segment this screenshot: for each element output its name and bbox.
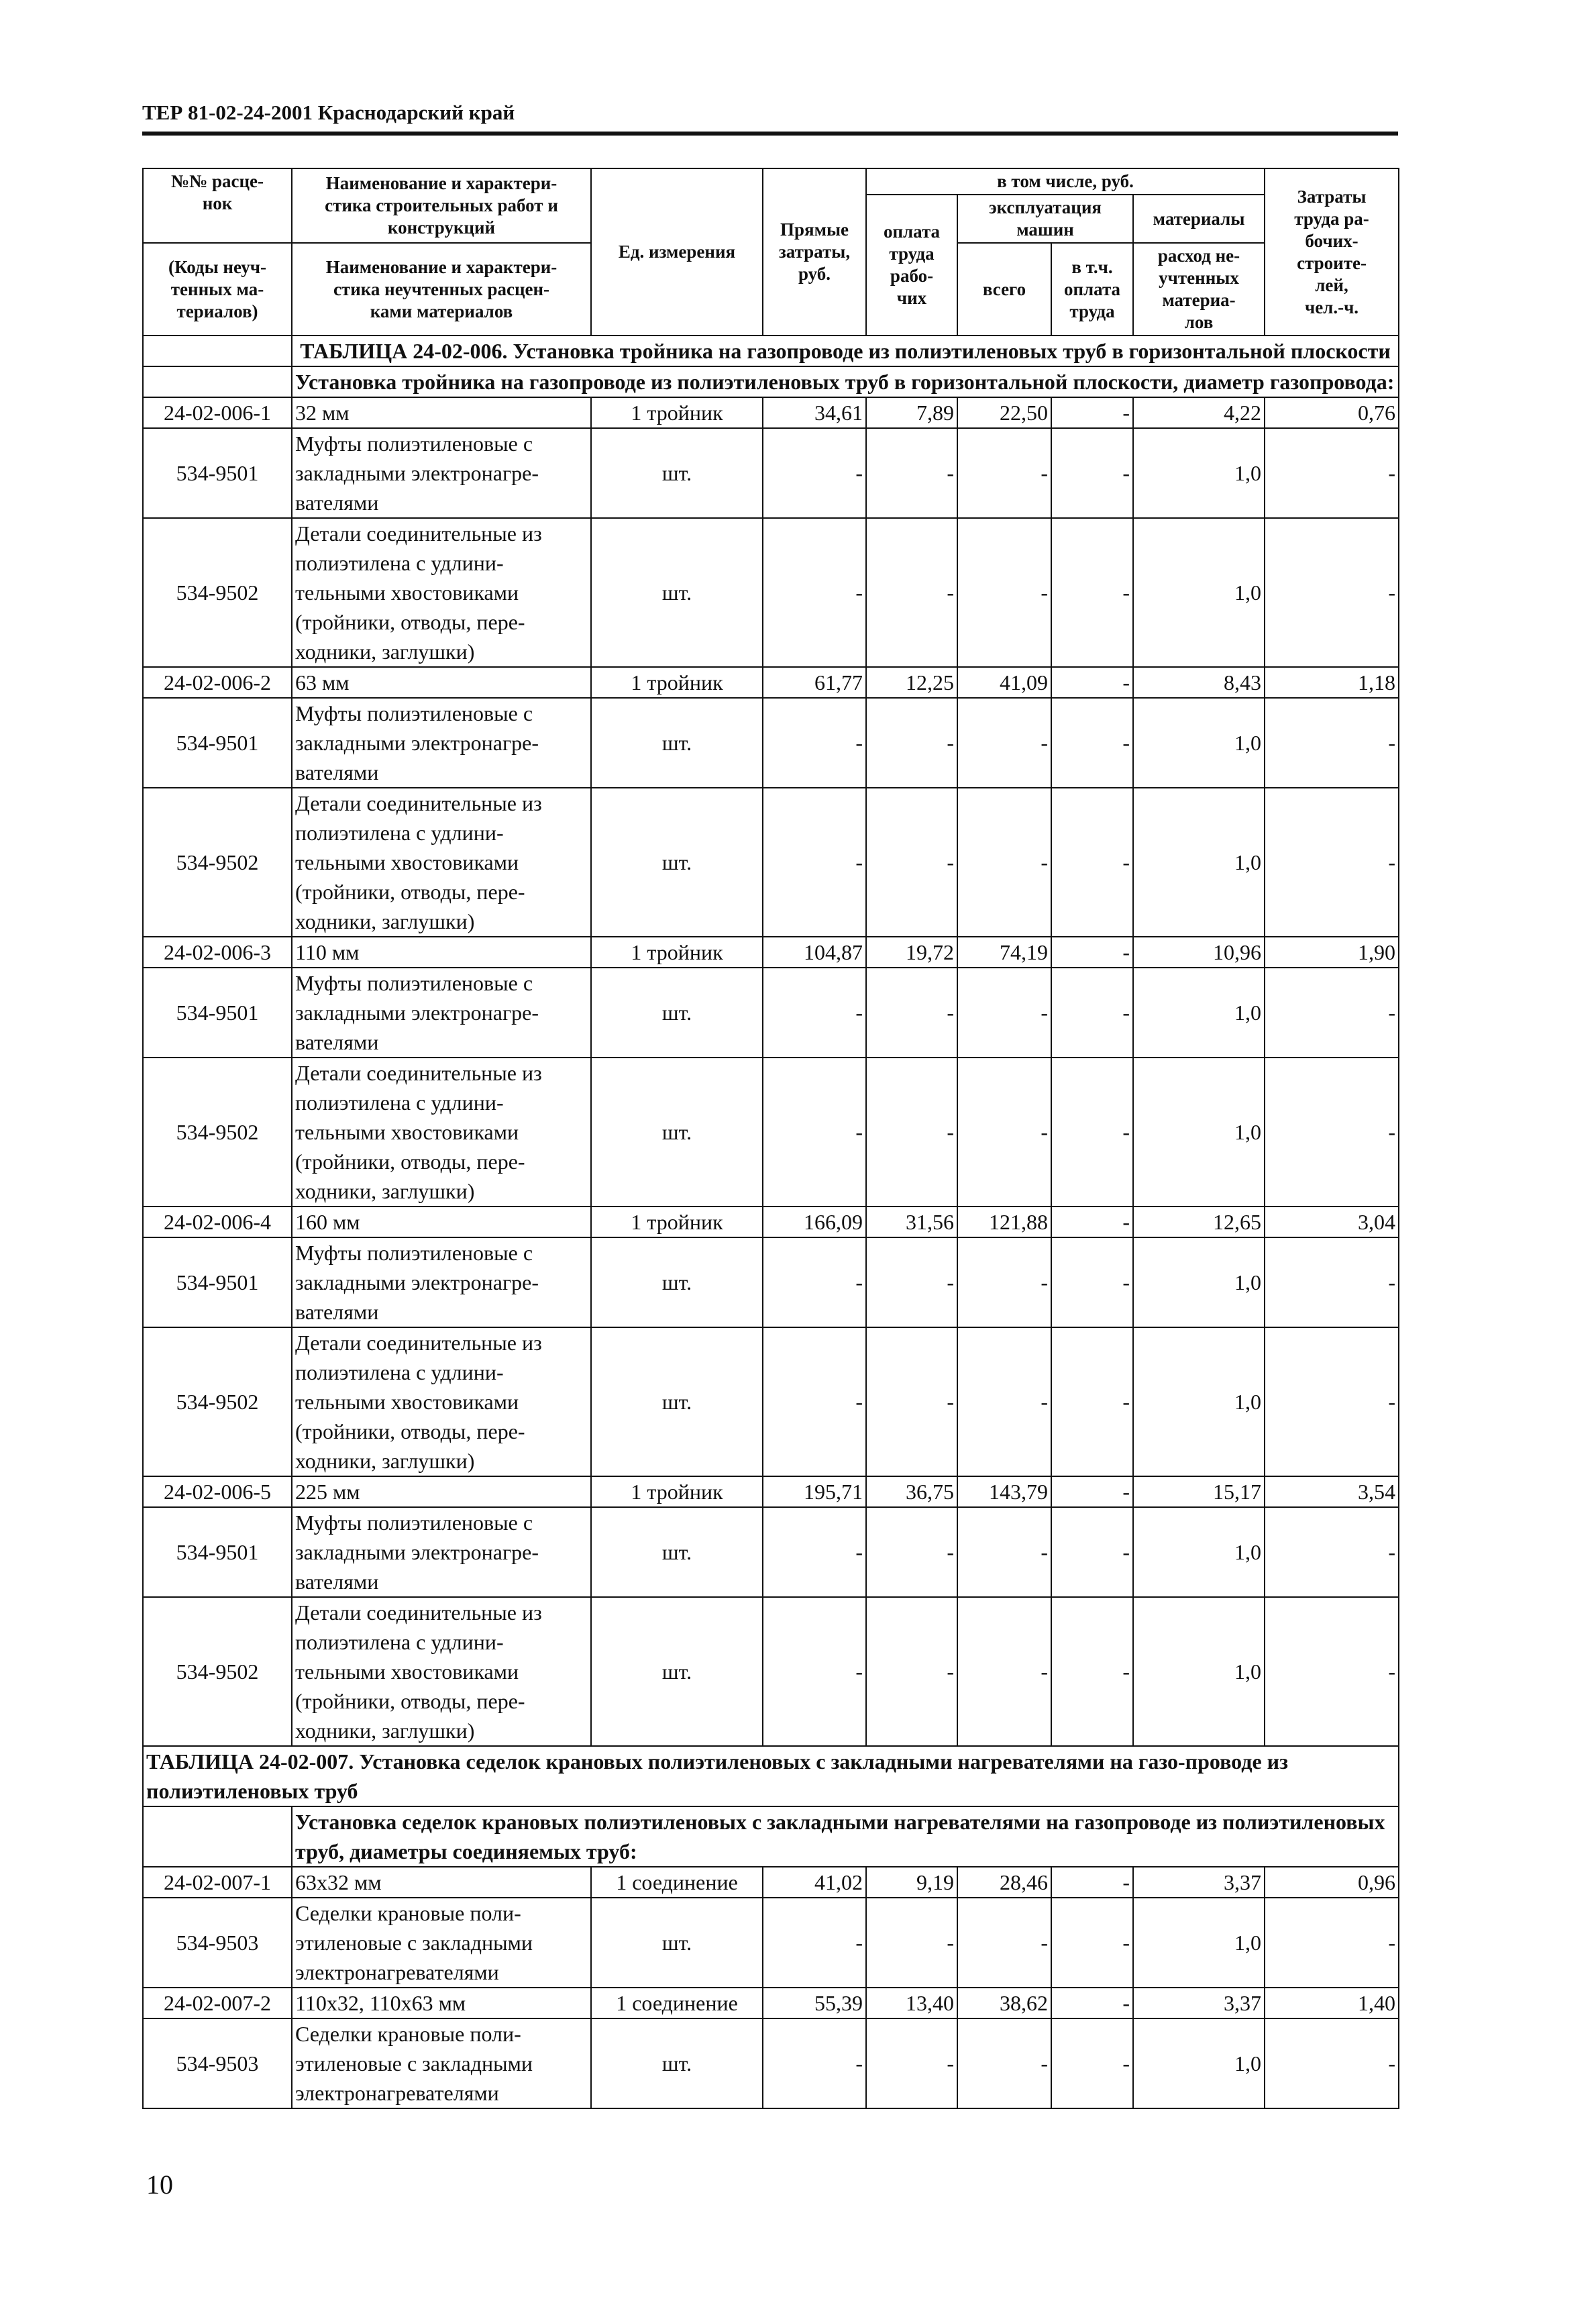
direct-cost: -	[763, 698, 866, 788]
table-title-row	[143, 336, 1399, 366]
labor-cost: -	[1265, 1597, 1399, 1746]
labor-cost: -	[1265, 968, 1399, 1058]
table-title-row	[143, 1746, 1399, 1806]
materials: 1,0	[1133, 1327, 1265, 1476]
machines-pay: -	[1051, 1327, 1133, 1476]
machines-pay: -	[1051, 1867, 1133, 1898]
rate-code: 534-9502	[143, 1327, 292, 1476]
col-machines: эксплуатация машин	[957, 195, 1133, 243]
machines-pay: -	[1051, 428, 1133, 518]
machines-total: -	[957, 1597, 1051, 1746]
group-heading: Установка седелок крановых полиэтиленовых с закладными нагревателями на газопроводе из полиэтиленовых труб, диаметры соединяемых труб:	[292, 1806, 1399, 1867]
rate-unit: шт.	[591, 1058, 763, 1207]
labor-pay: -	[866, 428, 957, 518]
rate-code: 24-02-006-3	[143, 937, 292, 968]
rate-name: Детали соединительные из полиэтилена с удлини-тельными хвостовиками (тройники, отводы, пере-ходники, заглушки)	[292, 1327, 591, 1476]
machines-total: 143,79	[957, 1476, 1051, 1507]
rate-name: Седелки крановые поли-этиленовые с закладными электронагревателями	[292, 1898, 591, 1988]
rate-name: 225 мм	[292, 1476, 591, 1507]
rate-unit: шт.	[591, 1507, 763, 1597]
rate-name: 160 мм	[292, 1207, 591, 1237]
labor-cost: -	[1265, 698, 1399, 788]
group-heading: Установка тройника на газопроводе из полиэтиленовых труб в горизонтальной плоскости, диаметр газопровода:	[292, 366, 1399, 397]
col-labor-cost: Затраты труда ра- бочих- строите- лей, чел.-ч.	[1265, 168, 1399, 336]
machines-total: 121,88	[957, 1207, 1051, 1237]
rate-unit: шт.	[591, 1898, 763, 1988]
labor-cost: 1,18	[1265, 667, 1399, 698]
machines-total: -	[957, 2018, 1051, 2108]
rate-code: 534-9501	[143, 698, 292, 788]
direct-cost: 195,71	[763, 1476, 866, 1507]
labor-cost: 1,90	[1265, 937, 1399, 968]
labor-pay: 12,25	[866, 667, 957, 698]
materials: 15,17	[1133, 1476, 1265, 1507]
col-materials: материалы	[1133, 195, 1265, 243]
labor-cost: 0,96	[1265, 1867, 1399, 1898]
col-code-bottom: (Коды неуч- тенных ма- териалов)	[143, 243, 292, 336]
labor-cost: -	[1265, 1507, 1399, 1597]
machines-pay: -	[1051, 1988, 1133, 2018]
group-spacer	[143, 1806, 292, 1867]
materials: 1,0	[1133, 968, 1265, 1058]
rate-name: Детали соединительные из полиэтилена с удлини-тельными хвостовиками (тройники, отводы, пере-ходники, заглушки)	[292, 518, 591, 667]
machines-pay: -	[1051, 1597, 1133, 1746]
machines-total: -	[957, 518, 1051, 667]
machines-total: -	[957, 968, 1051, 1058]
page-number: 10	[146, 2169, 173, 2200]
labor-pay: -	[866, 788, 957, 937]
rate-unit: шт.	[591, 518, 763, 667]
material-row	[143, 1327, 1399, 1476]
materials: 1,0	[1133, 1237, 1265, 1327]
material-row	[143, 788, 1399, 937]
rate-code: 24-02-007-1	[143, 1867, 292, 1898]
materials: 3,37	[1133, 1988, 1265, 2018]
direct-cost: 61,77	[763, 667, 866, 698]
machines-pay: -	[1051, 2018, 1133, 2108]
rate-code: 534-9501	[143, 428, 292, 518]
machines-total: -	[957, 428, 1051, 518]
rate-name: Седелки крановые поли-этиленовые с закладными электронагревателями	[292, 2018, 591, 2108]
document-header: ТЕР 81-02-24-2001 Краснодарский край	[142, 101, 515, 124]
materials: 1,0	[1133, 788, 1265, 937]
labor-cost: 0,76	[1265, 397, 1399, 428]
direct-cost: -	[763, 788, 866, 937]
col-unit: Ед. измерения	[591, 168, 763, 336]
labor-cost: -	[1265, 1898, 1399, 1988]
rate-unit: 1 тройник	[591, 397, 763, 428]
direct-cost: -	[763, 1327, 866, 1476]
labor-cost: -	[1265, 1327, 1399, 1476]
table-row	[143, 1207, 1399, 1237]
material-row	[143, 428, 1399, 518]
machines-total: -	[957, 1507, 1051, 1597]
machines-total: -	[957, 1898, 1051, 1988]
direct-cost: 104,87	[763, 937, 866, 968]
material-row	[143, 1898, 1399, 1988]
labor-pay: -	[866, 968, 957, 1058]
labor-cost: 1,40	[1265, 1988, 1399, 2018]
materials: 3,37	[1133, 1867, 1265, 1898]
col-name-top: Наименование и характери- стика строительных работ и конструкций	[292, 168, 591, 243]
material-row	[143, 2018, 1399, 2108]
labor-cost: -	[1265, 788, 1399, 937]
rate-unit: шт.	[591, 788, 763, 937]
machines-total: -	[957, 788, 1051, 937]
materials: 1,0	[1133, 1898, 1265, 1988]
table-title-spacer	[143, 336, 292, 366]
direct-cost: -	[763, 1058, 866, 1207]
rate-name: 110 мм	[292, 937, 591, 968]
materials: 8,43	[1133, 667, 1265, 698]
rate-name: 110х32, 110х63 мм	[292, 1988, 591, 2018]
labor-pay: 36,75	[866, 1476, 957, 1507]
labor-pay: -	[866, 2018, 957, 2108]
material-row	[143, 518, 1399, 667]
rate-code: 534-9501	[143, 1507, 292, 1597]
materials: 1,0	[1133, 518, 1265, 667]
direct-cost: -	[763, 1898, 866, 1988]
direct-cost: -	[763, 2018, 866, 2108]
table-row	[143, 667, 1399, 698]
labor-pay: -	[866, 1327, 957, 1476]
col-labor-pay: оплата труда рабо- чих	[866, 195, 957, 336]
machines-pay: -	[1051, 1207, 1133, 1237]
materials: 4,22	[1133, 397, 1265, 428]
machines-pay: -	[1051, 518, 1133, 667]
direct-cost: -	[763, 428, 866, 518]
table-row	[143, 1476, 1399, 1507]
labor-cost: 3,04	[1265, 1207, 1399, 1237]
rate-code: 24-02-006-4	[143, 1207, 292, 1237]
labor-pay: -	[866, 1237, 957, 1327]
rate-name: 32 мм	[292, 397, 591, 428]
material-row	[143, 968, 1399, 1058]
group-spacer	[143, 366, 292, 397]
col-machines-total: всего	[957, 243, 1051, 336]
rate-unit: шт.	[591, 1327, 763, 1476]
direct-cost: 55,39	[763, 1988, 866, 2018]
labor-pay: -	[866, 1898, 957, 1988]
rate-code: 534-9502	[143, 1597, 292, 1746]
rate-code: 24-02-006-1	[143, 397, 292, 428]
rate-unit: шт.	[591, 698, 763, 788]
machines-total: -	[957, 1237, 1051, 1327]
materials: 1,0	[1133, 1507, 1265, 1597]
rate-name: Муфты полиэтиленовые с закладными электронагре-вателями	[292, 1237, 591, 1327]
table-title: ТАБЛИЦА 24-02-006. Установка тройника на газопроводе из полиэтиленовых труб в горизонтальной плоскости	[292, 336, 1399, 366]
rate-code: 534-9502	[143, 788, 292, 937]
materials: 1,0	[1133, 428, 1265, 518]
machines-pay: -	[1051, 397, 1133, 428]
material-row	[143, 1597, 1399, 1746]
rate-unit: 1 тройник	[591, 1476, 763, 1507]
material-row	[143, 1058, 1399, 1207]
rate-name: 63 мм	[292, 667, 591, 698]
direct-cost: -	[763, 1597, 866, 1746]
rate-code: 24-02-006-2	[143, 667, 292, 698]
rate-unit: 1 тройник	[591, 937, 763, 968]
rate-unit: 1 соединение	[591, 1867, 763, 1898]
machines-pay: -	[1051, 667, 1133, 698]
rate-code: 24-02-006-5	[143, 1476, 292, 1507]
table-row	[143, 397, 1399, 428]
machines-pay: -	[1051, 1898, 1133, 1988]
labor-pay: -	[866, 518, 957, 667]
col-incl: в том числе, руб.	[866, 168, 1265, 195]
direct-cost: 166,09	[763, 1207, 866, 1237]
header-rule	[142, 132, 1398, 136]
direct-cost: -	[763, 1237, 866, 1327]
labor-cost: -	[1265, 2018, 1399, 2108]
group-row	[143, 366, 1399, 397]
direct-cost: 34,61	[763, 397, 866, 428]
materials: 1,0	[1133, 2018, 1265, 2108]
rate-name: Детали соединительные из полиэтилена с удлини-тельными хвостовиками (тройники, отводы, пере-ходники, заглушки)	[292, 788, 591, 937]
direct-cost: -	[763, 968, 866, 1058]
col-machines-pay: в т.ч. оплата труда	[1051, 243, 1133, 336]
rate-unit: 1 тройник	[591, 1207, 763, 1237]
materials: 10,96	[1133, 937, 1265, 968]
machines-pay: -	[1051, 698, 1133, 788]
col-materials-unacc: расход не- учтенных материа- лов	[1133, 243, 1265, 336]
machines-total: -	[957, 1058, 1051, 1207]
rate-name: Детали соединительные из полиэтилена с удлини-тельными хвостовиками (тройники, отводы, пере-ходники, заглушки)	[292, 1058, 591, 1207]
labor-pay: -	[866, 1058, 957, 1207]
rate-code: 534-9501	[143, 1237, 292, 1327]
labor-pay: -	[866, 1507, 957, 1597]
estimate-table	[142, 168, 1399, 2109]
machines-pay: -	[1051, 1058, 1133, 1207]
labor-pay: -	[866, 698, 957, 788]
direct-cost: -	[763, 1507, 866, 1597]
direct-cost: -	[763, 518, 866, 667]
machines-pay: -	[1051, 1476, 1133, 1507]
materials: 12,65	[1133, 1207, 1265, 1237]
rate-unit: 1 соединение	[591, 1988, 763, 2018]
direct-cost: 41,02	[763, 1867, 866, 1898]
rate-code: 534-9502	[143, 1058, 292, 1207]
group-row	[143, 1806, 1399, 1867]
rate-code: 534-9502	[143, 518, 292, 667]
rate-code: 24-02-007-2	[143, 1988, 292, 2018]
rate-unit: шт.	[591, 428, 763, 518]
labor-cost: -	[1265, 1237, 1399, 1327]
header-row-1	[143, 168, 1399, 195]
materials: 1,0	[1133, 1058, 1265, 1207]
rate-name: Муфты полиэтиленовые с закладными электронагре-вателями	[292, 968, 591, 1058]
col-name-bottom: Наименование и характери- стика неучтенных расцен- ками материалов	[292, 243, 591, 336]
machines-pay: -	[1051, 788, 1133, 937]
machines-total: -	[957, 1327, 1051, 1476]
table-row	[143, 1867, 1399, 1898]
machines-total: 38,62	[957, 1988, 1051, 2018]
rate-name: 63х32 мм	[292, 1867, 591, 1898]
machines-pay: -	[1051, 968, 1133, 1058]
materials: 1,0	[1133, 1597, 1265, 1746]
machines-total: 41,09	[957, 667, 1051, 698]
machines-pay: -	[1051, 937, 1133, 968]
machines-total: 22,50	[957, 397, 1051, 428]
materials: 1,0	[1133, 698, 1265, 788]
labor-pay: 31,56	[866, 1207, 957, 1237]
labor-cost: -	[1265, 518, 1399, 667]
rate-code: 534-9503	[143, 2018, 292, 2108]
table-row	[143, 1988, 1399, 2018]
col-code-top: №№ расце- нок	[143, 168, 292, 243]
rate-unit: шт.	[591, 1237, 763, 1327]
table-row	[143, 937, 1399, 968]
labor-cost: 3,54	[1265, 1476, 1399, 1507]
labor-pay: 9,19	[866, 1867, 957, 1898]
machines-pay: -	[1051, 1237, 1133, 1327]
labor-cost: -	[1265, 428, 1399, 518]
table-title: ТАБЛИЦА 24-02-007. Установка седелок крановых полиэтиленовых с закладными нагревателями на газо-проводе из полиэтиленовых труб	[143, 1746, 1399, 1806]
rate-unit: 1 тройник	[591, 667, 763, 698]
labor-pay: -	[866, 1597, 957, 1746]
machines-total: 74,19	[957, 937, 1051, 968]
labor-pay: 19,72	[866, 937, 957, 968]
rate-unit: шт.	[591, 1597, 763, 1746]
rate-code: 534-9501	[143, 968, 292, 1058]
rate-name: Детали соединительные из полиэтилена с удлини-тельными хвостовиками (тройники, отводы, пере-ходники, заглушки)	[292, 1597, 591, 1746]
machines-pay: -	[1051, 1507, 1133, 1597]
rate-unit: шт.	[591, 2018, 763, 2108]
material-row	[143, 1237, 1399, 1327]
rate-name: Муфты полиэтиленовые с закладными электронагре-вателями	[292, 428, 591, 518]
machines-total: 28,46	[957, 1867, 1051, 1898]
rate-code: 534-9503	[143, 1898, 292, 1988]
rate-name: Муфты полиэтиленовые с закладными электронагре-вателями	[292, 698, 591, 788]
rate-name: Муфты полиэтиленовые с закладными электронагре-вателями	[292, 1507, 591, 1597]
material-row	[143, 698, 1399, 788]
labor-pay: 13,40	[866, 1988, 957, 2018]
material-row	[143, 1507, 1399, 1597]
machines-total: -	[957, 698, 1051, 788]
labor-cost: -	[1265, 1058, 1399, 1207]
labor-pay: 7,89	[866, 397, 957, 428]
col-direct: Прямые затраты, руб.	[763, 168, 866, 336]
rate-unit: шт.	[591, 968, 763, 1058]
